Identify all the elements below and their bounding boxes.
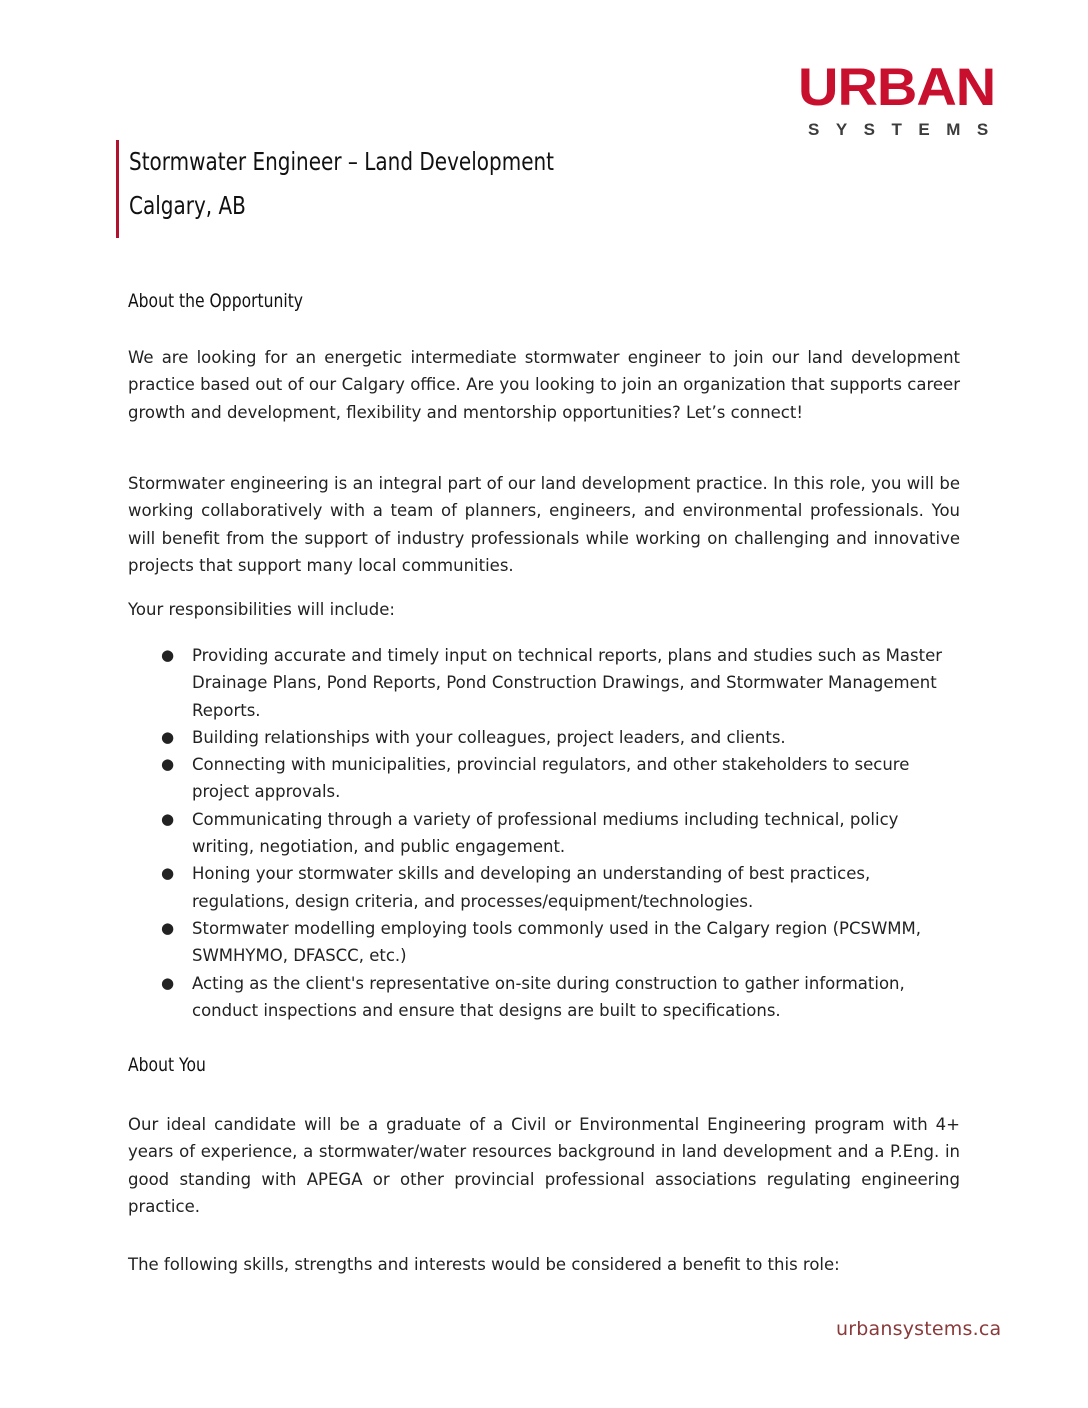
list-item: ● Communicating through a variety of professional mediums including technical, policy writing, negotiation, and public engagement. bbox=[128, 806, 960, 861]
bullet-icon: ● bbox=[161, 727, 175, 746]
list-item: ● Acting as the client's representative on-site during construction to gather information, conduct inspections and ensure that designs are built to specifications. bbox=[128, 970, 960, 1025]
opportunity-paragraph-1: We are looking for an energetic intermediate stormwater engineer to join our land development practice based out of our Calgary office. Are you looking to join an organization that supports career growth and development, flexibility and mentorship opportunities? Let’s connect! bbox=[128, 348, 960, 422]
list-item: ● Providing accurate and timely input on technical reports, plans and studies such as Master Drainage Plans, Pond Reports, Pond Construction Drawings, and Stormwater Management Reports. bbox=[128, 642, 960, 724]
about-you-paragraph-1: Our ideal candidate will be a graduate of a Civil or Environmental Engineering program with 4+ years of experience, a stormwater/water resources background in land development and a P.Eng. in good standing with APEGA or other provincial professional associations regulating engineering practice. bbox=[128, 1115, 960, 1216]
responsibilities-list bbox=[128, 642, 960, 1024]
bullet-icon: ● bbox=[161, 973, 175, 992]
job-location: Calgary, AB bbox=[129, 191, 246, 220]
responsibilities-intro: Your responsibilities will include: bbox=[128, 600, 395, 619]
heading-about-you: About You bbox=[128, 1054, 206, 1076]
job-title: Stormwater Engineer – Land Development bbox=[129, 147, 555, 176]
logo-word-urban: URBAN bbox=[798, 56, 996, 117]
bullet-icon: ● bbox=[161, 646, 175, 664]
bullet-icon: ● bbox=[161, 918, 175, 937]
heading-about-opportunity: About the Opportunity bbox=[128, 290, 304, 312]
job-title-block bbox=[116, 140, 660, 238]
logo-word-systems: SYSTEMS bbox=[808, 120, 1005, 139]
list-item: ● Honing your stormwater skills and developing an understanding of best practices, regulations, design criteria, and processes/equipment/technologies. bbox=[128, 860, 960, 915]
opportunity-paragraph-2: Stormwater engineering is an integral part of our land development practice. In this role, you will be working collaboratively with a team of planners, engineers, and environmental professionals. You will benefit from the support of industry professionals while working on challenging and innovative projects that support many local communities. bbox=[128, 474, 960, 575]
list-item: ● Connecting with municipalities, provincial regulators, and other stakeholders to secure project approvals. bbox=[128, 751, 960, 806]
about-you-paragraph-2: The following skills, strengths and interests would be considered a benefit to this role: bbox=[128, 1255, 840, 1274]
bullet-icon: ● bbox=[161, 809, 175, 828]
footer-website-link[interactable]: urbansystems.ca bbox=[836, 1318, 1002, 1340]
company-logo bbox=[798, 56, 1022, 140]
bullet-icon: ● bbox=[161, 755, 175, 774]
list-item: ● Building relationships with your colleagues, project leaders, and clients. bbox=[128, 724, 960, 751]
bullet-icon: ● bbox=[161, 864, 175, 883]
list-item: ● Stormwater modelling employing tools commonly used in the Calgary region (PCSWMM, SWMHYMO, DFASCC, etc.) bbox=[128, 915, 960, 970]
